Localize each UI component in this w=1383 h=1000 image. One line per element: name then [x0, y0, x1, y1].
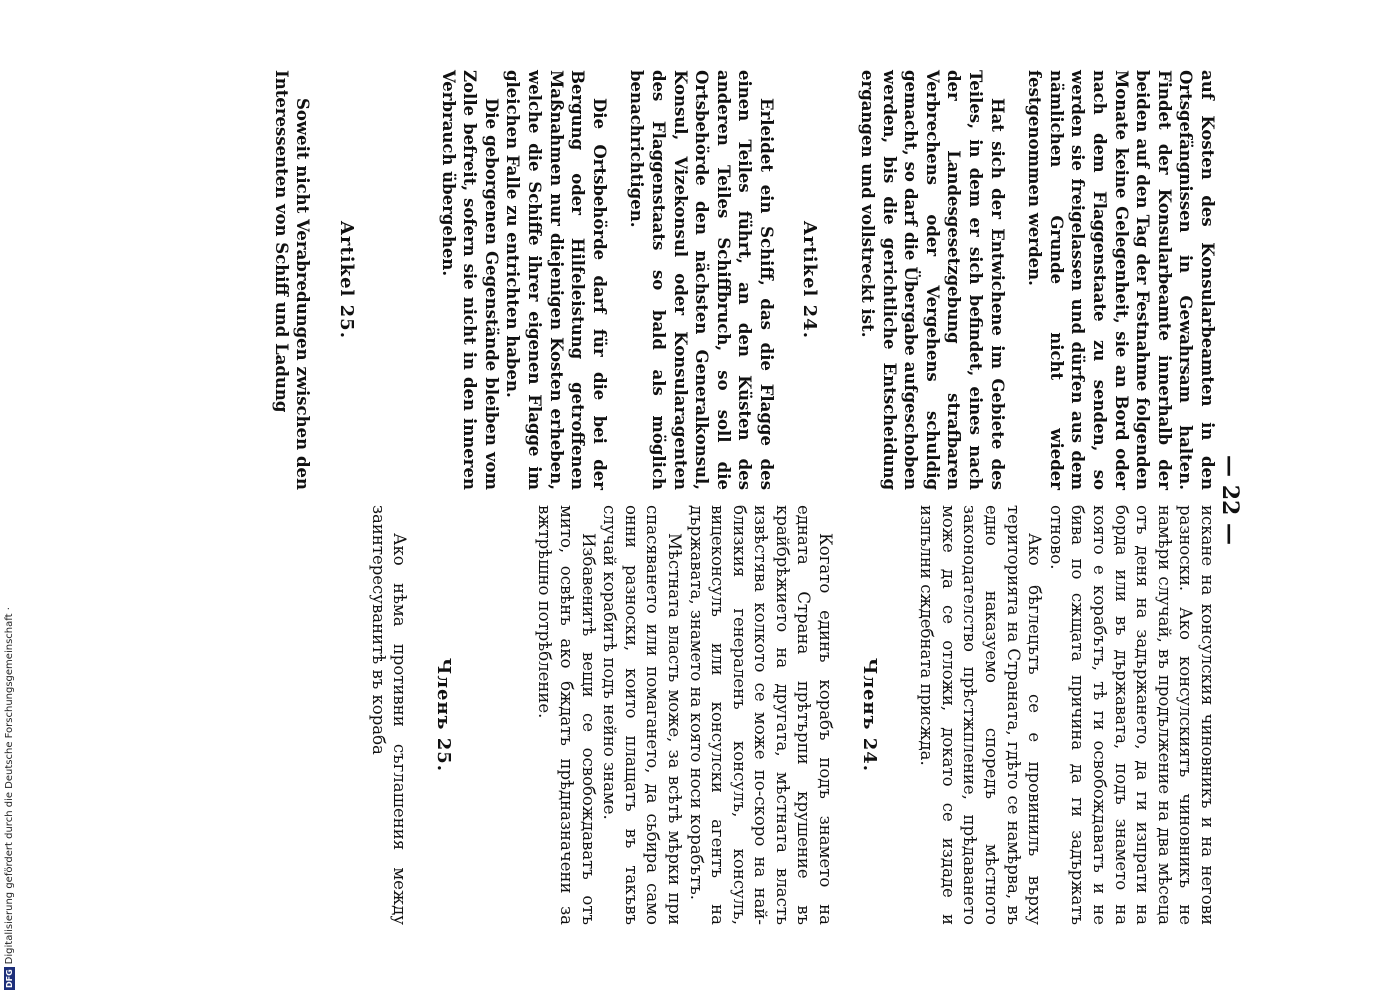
bulgarian-article-24-paragraph-3: Избавенитѣ вещи се освобождаватъ отъ мито, освѣнъ ако бждатъ прѣдназначени за вжтрѣшно потрѣбление. — [535, 505, 598, 925]
dfg-logo: DFG — [4, 969, 14, 988]
bulgarian-article-24-paragraph-2: Мѣстната власть може, за всѣтѣ мѣрки при спасяването или помагането, да сьбира само онни разноски, които плащатъ въ такъвъ случай корабитѣ подъ нейно знаме. — [600, 505, 684, 925]
page-number: — 22 — — [1217, 455, 1243, 545]
german-intro-paragraph: auf Kosten des Konsularbeamten in den Ortsgefängnissen in Gewahrsam halten. Findet der Konsularbeamte innerhalb der beiden auf den Tag der Festnahme folgenden Monate keine Gelegenheit, sie an Bord oder nach dem Flaggenstaate zu senden, so werden sie freigelassen und dürfen aus dem nämlichen Grunde nicht wieder festgenommen werden. — [1025, 70, 1217, 490]
bulgarian-intro-paragraph: искане на консулския чиновникъ и на негови разноски. Ако консулскиятъ чиновникъ не намѣри случай, въ продължение на два мѣсеца отъ деня на задържането, да ги изпрати на борда или въ държавата, подъ знамето на която е корабътъ, тѣ ги освобождаватъ и не бива по сжщата причина да ги задържатъ отново. — [1046, 505, 1217, 925]
bulgarian-article-25-paragraph-1: Ако нѣма противни съглашения между заинтересуванитѣ въ кораба — [368, 505, 410, 925]
german-column — [270, 70, 1218, 490]
bulgarian-fugitive-paragraph: Ако бѣглецътъ се е провинилъ върху територията на Страната, гдѣто се намѣрва, въ едно наказуемо споредъ мѣстното законодателство прѣстжпление, прѣдаването можe да се отложи, докато се издаде и изпълни сждебната присжда. — [917, 505, 1045, 925]
german-article-24-heading: Artikel 24. — [799, 221, 821, 339]
german-article-25-heading: Artikel 25. — [336, 221, 357, 339]
bulgarian-column — [367, 505, 1218, 925]
german-article-24-paragraph-2: Die Ortsbehörde darf für die bei der Bergung oder Hilfeleistung getroffenen Maßnahmen nur diejenigen Kosten erheben, welche die Schiffe ihrer eigenen Flagge im gleichen Falle zu entrichten haben. — [503, 70, 609, 490]
german-article-24-paragraph-3: Die geborgenen Gegenstände bleiben vom Zolle befreit, sofern sie nicht in den inneren Verbrauch übergehen. — [438, 70, 501, 490]
german-article-24-paragraph-1: Erleidet ein Schiff, das die Flagge des einen Teiles führt, an den Küsten des anderen Teiles Schiffbruch, so soll die Ortsbehörde den nächsten Generalkonsul, Konsul, Vizekonsul oder Konsularagenten des Flaggenstaats so bald als möglich benachrichtigen. — [627, 70, 776, 490]
bulgarian-article-24-heading: Членъ 24. — [858, 657, 880, 773]
bulgarian-article-24-paragraph-1: Когато единъ корабъ подъ знамето на едната Страна прѣтърпи крушение въ крайбрѣжието на другата, мѣстната власть извѣстява колкото се може по-скоро на най-близкия генераленъ консулъ, консулъ, вицеконсулъ или консулски агентъ на държавата, знамето на която носи корабътъ. — [686, 505, 836, 925]
bulgarian-article-25-heading: Членъ 25. — [432, 657, 454, 773]
digitization-credit-text: Digitalisierung gefördert durch die Deutsche Forschungsgemeinschaft · — [4, 607, 15, 965]
german-fugitive-paragraph: Hat sich der Entwichene im Gebiete des Teiles, in dem er sich befindet, eines nach der Landesgesetzgebung strafbaren Verbrechens oder Vergehens schuldig gemacht, so darf die Übergabe aufgeschoben werden, bis die gerichtliche Entscheidung ergangen und vollstreckt ist. — [858, 70, 1007, 490]
digitization-credit — [3, 590, 17, 990]
german-article-25-paragraph-1: Soweit nicht Verabredungen zwischen den Interessenten von Schiff und Ladung — [271, 70, 313, 490]
